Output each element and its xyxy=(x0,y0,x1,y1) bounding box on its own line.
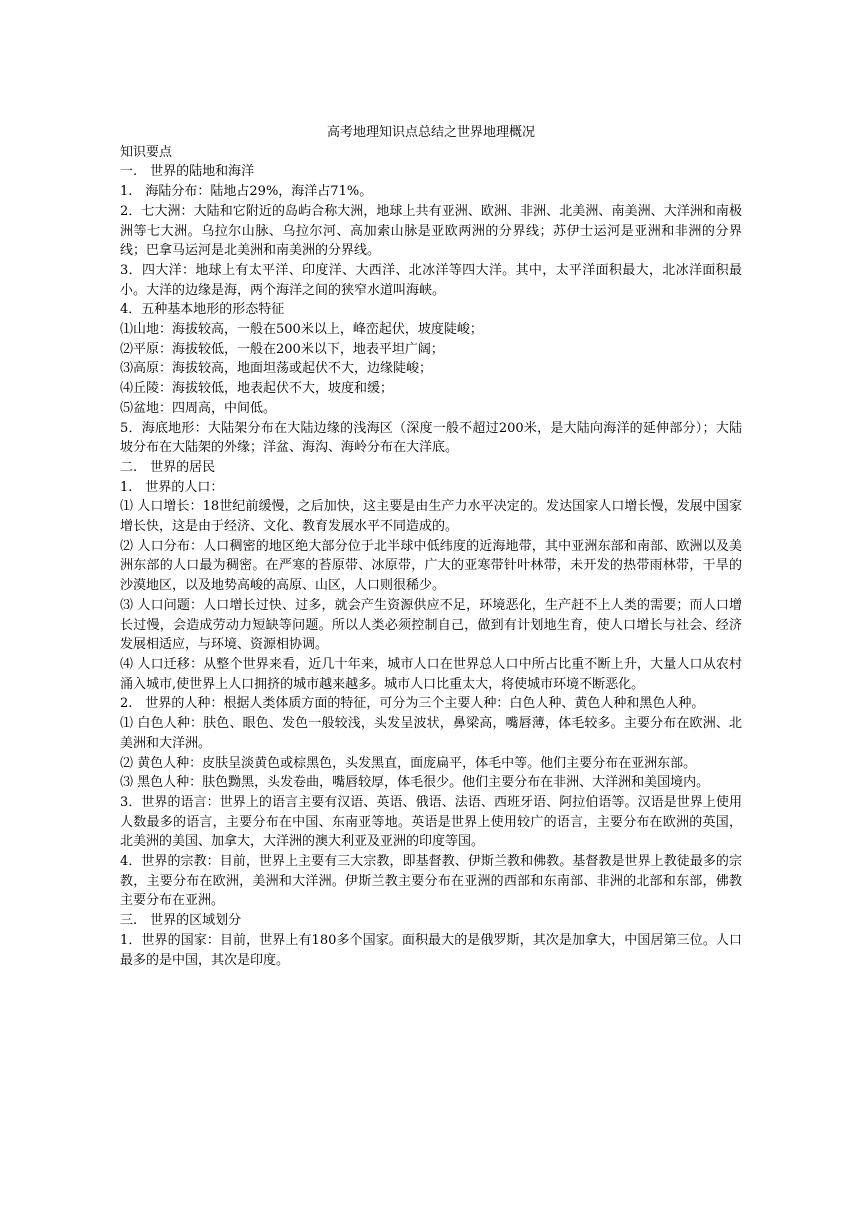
document-page xyxy=(120,123,742,970)
paragraph: 二. 世界的居民 xyxy=(120,459,216,475)
paragraph: 知识要点 xyxy=(120,144,173,160)
paragraph: 4．世界的宗教：目前，世界上主要有三大宗教，即基督教、伊斯兰教和佛教。基督教是世界上教徒最多的宗教，主要分布在欧洲，美洲和大洋洲。伊斯兰教主要分布在亚洲的西部和东南部、非洲的北部和东部，佛教主要分布在亚洲。 xyxy=(120,854,742,909)
paragraph: ⑴山地：海拔较高，一般在500米以上，峰峦起伏，坡度陡峻； xyxy=(120,322,483,338)
paragraph: 一. 世界的陆地和海洋 xyxy=(120,164,255,180)
document-title: 高考地理知识点总结之世界地理概况 xyxy=(326,125,535,140)
paragraph: ⑶ 黑色人种：肤色黝黑，头发卷曲，嘴唇较厚，体毛很少。他们主要分布在非洲、大洋洲和美国境内。 xyxy=(120,775,710,791)
paragraph: 三. 世界的区域划分 xyxy=(120,913,242,929)
paragraph: 2. 世界的人种：根据人类体质方面的特征，可分为三个主要人种：白色人种、黄色人种和黑色人种。 xyxy=(120,696,705,712)
paragraph: ⑵平原：海拔较低，一般在200米以下，地表平坦广阔； xyxy=(120,341,444,357)
paragraph: 4．五种基本地形的形态特征 xyxy=(120,302,285,318)
paragraph: ⑴ 人口增长：18世纪前缓慢，之后加快，这主要是由生产力水平决定的。发达国家人口增长慢，发展中国家增长快，这是由于经济、文化、教育发展水平不同造成的。 xyxy=(120,499,742,535)
paragraph: 5．海底地形：大陆架分布在大陆边缘的浅海区（深度一般不超过200米，是大陆向海洋的延伸部分）；大陆坡分布在大陆架的外缘；洋盆、海沟、海岭分布在大洋底。 xyxy=(120,420,742,456)
document-body xyxy=(120,143,742,971)
paragraph: 1. 海陆分布：陆地占29%，海洋占71%。 xyxy=(120,184,373,200)
paragraph: ⑶高原：海拔较高，地面坦荡或起伏不大，边缘陡峻； xyxy=(120,361,433,377)
paragraph: 1．世界的国家：目前，世界上有180多个国家。面积最大的是俄罗斯，其次是加拿大，中国居第三位。人口最多的是中国，其次是印度。 xyxy=(120,932,742,968)
paragraph: 3．四大洋：地球上有太平洋、印度洋、大西洋、北冰洋等四大洋。其中，太平洋面积最大，北冰洋面积最小。大洋的边缘是海，两个海洋之间的狭窄水道叫海峡。 xyxy=(120,262,742,298)
paragraph: 1. 世界的人口： xyxy=(120,479,224,495)
paragraph: 2．七大洲：大陆和它附近的岛屿合称大洲，地球上共有亚洲、欧洲、非洲、北美洲、南美洲、大洋洲和南极洲等七大洲。乌拉尔山脉、乌拉尔河、高加索山脉是亚欧两洲的分界线；苏伊士运河是亚洲和非洲的分界线；巴拿马运河是北美洲和南美洲的分界线。 xyxy=(120,203,742,259)
paragraph: ⑸盆地：四周高，中间低。 xyxy=(120,400,277,416)
paragraph: ⑶ 人口问题：人口增长过快、过多，就会产生资源供应不足，环境恶化，生产赶不上人类的需要；而人口增长过慢，会造成劳动力短缺等问题。所以人类必须控制自己，做到有计划地生育，使人口增长与社会、经济发展相适应，与环境、资源相协调。 xyxy=(120,597,742,653)
paragraph: ⑴ 白色人种：肤色、眼色、发色一般较浅，头发呈波状，鼻梁高，嘴唇薄，体毛较多。主要分布在欧洲、北美洲和大洋洲。 xyxy=(120,716,742,751)
paragraph: ⑵ 黄色人种：皮肤呈淡黄色或棕黑色，头发黑直，面庞扁平，体毛中等。他们主要分布在亚洲东部。 xyxy=(120,755,697,771)
paragraph: ⑷ 人口迁移：从整个世界来看，近几十年来，城市人口在世界总人口中所占比重不断上升，大量人口从农村涌入城市,使世界上人口拥挤的城市越来越多。城市人口比重太大，将使城市环境不断恶化。 xyxy=(120,656,742,692)
paragraph: 3．世界的语言：世界上的语言主要有汉语、英语、俄语、法语、西班牙语、阿拉伯语等。汉语是世界上使用人数最多的语言，主要分布在中国、东南亚等地。英语是世界上使用较广的语言，主要分布在欧洲的英国，北美洲的美国、加拿大，大洋洲的澳大利亚及亚洲的印度等国。 xyxy=(120,794,742,850)
paragraph: ⑵ 人口分布：人口稠密的地区绝大部分位于北半球中低纬度的近海地带，其中亚洲东部和南部、欧洲以及美洲东部的人口最为稠密。在严寒的苔原带、冰原带，广大的亚寒带针叶林带，未开发的热带雨林带，干旱的沙漠地区，以及地势高峻的高原、山区，人口则很稀少。 xyxy=(120,538,742,594)
paragraph: ⑷丘陵：海拔较低，地表起伏不大，坡度和缓； xyxy=(120,381,394,397)
